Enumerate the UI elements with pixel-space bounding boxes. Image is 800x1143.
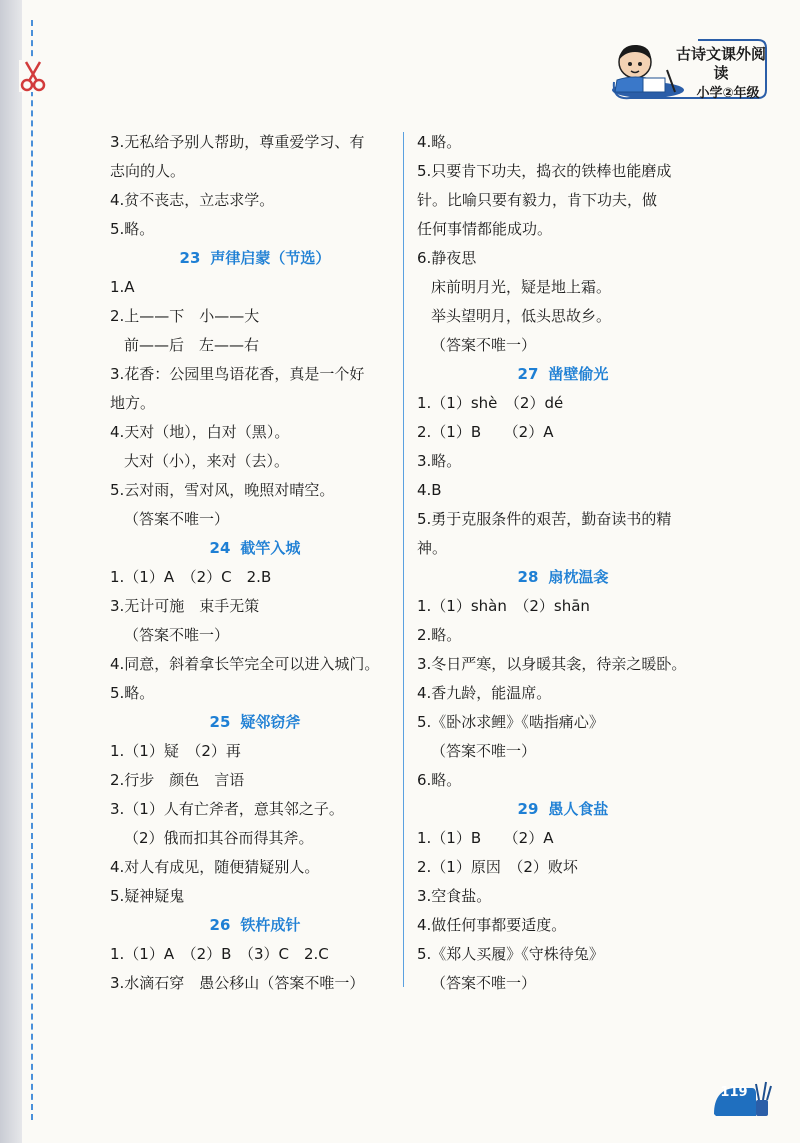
answer-line: 3.略。: [417, 452, 462, 470]
answer-line: （答案不唯一）: [431, 974, 537, 992]
section-heading: [110, 244, 400, 273]
answer-line: 1.（1）B （2）A: [417, 829, 554, 847]
answer-line: 4.略。: [417, 133, 462, 151]
answer-line: 1.A: [110, 278, 135, 296]
answer-line: （答案不唯一）: [431, 742, 537, 760]
answer-line: 4.天对（地），白对（黑）。: [110, 423, 290, 441]
answer-line: 2.上——下 小——大: [110, 307, 260, 325]
answer-line: 床前明月光，疑是地上霜。: [431, 278, 612, 296]
section-title: 铁杵成针: [240, 916, 301, 934]
answer-line: 5.勇于克服条件的艰苦，勤奋读书的精: [417, 510, 672, 528]
answer-line: 1.（1）A （2）C 2.B: [110, 568, 272, 586]
section-heading: [417, 795, 709, 824]
answer-line: 4.对人有成见，随便猜疑别人。: [110, 858, 320, 876]
answer-line: 1.（1）A （2）B （3）C 2.C: [110, 945, 329, 963]
section-title: 凿壁偷光: [548, 365, 609, 383]
page-number: 119: [720, 1085, 748, 1100]
section-heading: [110, 911, 400, 940]
section-title: 扇枕温衾: [548, 568, 609, 586]
section-number: 29: [517, 800, 539, 818]
right-column: [417, 128, 709, 998]
answer-line: 1.（1）shè （2）dé: [417, 394, 564, 412]
section-title: 声律启蒙（节选）: [210, 249, 331, 267]
section-title: 愚人食盐: [548, 800, 609, 818]
answer-line: 4.香九龄，能温席。: [417, 684, 552, 702]
answer-line: 3.（1）人有亡斧者，意其邻之子。: [110, 800, 344, 818]
grade-label: 小学②年级: [696, 86, 760, 101]
answer-line: 4.贫不丧志，立志求学。: [110, 191, 275, 209]
answer-line: 前——后 左——右: [124, 336, 260, 354]
section-number: 25: [209, 713, 231, 731]
section-heading: [417, 563, 709, 592]
answer-line: 1.（1）shàn （2）shān: [417, 597, 590, 615]
answer-line: 4.做任何事都要适度。: [417, 916, 567, 934]
answer-line: 2.（1）原因 （2）败坏: [417, 858, 578, 876]
answer-line: 3.空食盐。: [417, 887, 492, 905]
book-title: 古诗文课外阅读: [676, 45, 767, 82]
column-divider: [403, 132, 404, 987]
section-title: 截竿入城: [240, 539, 301, 557]
answer-line: （答案不唯一）: [124, 510, 230, 528]
answer-line: 3.花香：公园里鸟语花香，真是一个好: [110, 365, 365, 383]
answer-line: 3.冬日严寒，以身暖其衾，待亲之暖卧。: [417, 655, 687, 673]
section-heading: [417, 360, 709, 389]
answer-line: 2.略。: [417, 626, 462, 644]
section-number: 28: [517, 568, 539, 586]
section-number: 23: [179, 249, 201, 267]
answer-line: 任何事情都能成功。: [417, 220, 553, 238]
answer-line: 6.静夜思: [417, 249, 477, 267]
left-column: [110, 128, 400, 998]
cut-line: [31, 20, 33, 1120]
answer-line: 5.略。: [110, 220, 155, 238]
answer-line: 6.略。: [417, 771, 462, 789]
answer-line: 针。比喻只要有毅力，肯下功夫，做: [417, 191, 658, 209]
answer-line: 4.B: [417, 481, 442, 499]
section-heading: [110, 534, 400, 563]
answer-line: 3.水滴石穿 愚公移山（答案不唯一）: [110, 974, 365, 992]
answer-line: 举头望明月，低头思故乡。: [431, 307, 612, 325]
reading-child-mascot-icon: [605, 40, 681, 102]
answer-line: 志向的人。: [110, 162, 186, 180]
answer-line: 2.行步 颜色 言语: [110, 771, 245, 789]
scissors-icon: [19, 60, 47, 92]
answer-line: 5.《郑人买履》《守株待兔》: [417, 945, 604, 963]
section-number: 27: [517, 365, 539, 383]
answer-line: 3.无计可施 束手无策: [110, 597, 260, 615]
answer-line: 2.（1）B （2）A: [417, 423, 554, 441]
answer-line: 1.（1）疑 （2）再: [110, 742, 241, 760]
answer-line: （答案不唯一）: [124, 626, 230, 644]
answer-line: 5.只要肯下功夫，捣衣的铁棒也能磨成: [417, 162, 672, 180]
answer-line: 地方。: [110, 394, 156, 412]
binding-margin: [0, 0, 22, 1143]
answer-line: 5.略。: [110, 684, 155, 702]
answer-line: 5.疑神疑鬼: [110, 887, 185, 905]
answer-line: （答案不唯一）: [431, 336, 537, 354]
answer-line: （2）俄而扣其谷而得其斧。: [124, 829, 314, 847]
answer-line: 神。: [417, 539, 448, 557]
answer-line: 4.同意，斜着拿长竿完全可以进入城门。: [110, 655, 380, 673]
answer-line: 5.云对雨，雪对风，晚照对晴空。: [110, 481, 335, 499]
section-heading: [110, 708, 400, 737]
section-title: 疑邻窃斧: [240, 713, 301, 731]
answer-line: 大对（小），来对（去）。: [124, 452, 290, 470]
section-number: 24: [209, 539, 231, 557]
answer-line: 5.《卧冰求鲤》《啮指痛心》: [417, 713, 604, 731]
section-number: 26: [209, 916, 231, 934]
answer-line: 3.无私给予别人帮助，尊重爱学习、有: [110, 133, 365, 151]
